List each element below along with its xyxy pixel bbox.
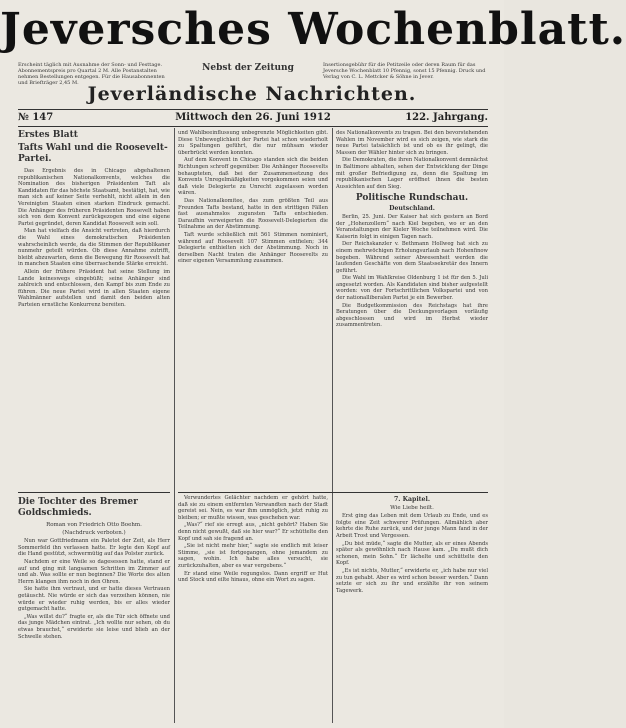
column-2-top <box>178 130 328 490</box>
paragraph: und Wahlbeeinflussung unbegrenzte Möglichkeiten gibt. Diese Unbeweglichkeit der Partei hat schon wiederholt zu Spaltungen geführt, die nur mühsam wieder überbrückt werden konnten. <box>178 130 328 156</box>
paragraph: Verwundertes Gelächter nachdem er gehört hatte, daß sie zu einem entfernten Verwandten nach der Stadt gereist sei. Nein, es war ihm unmöglich, jetzt ruhig zu bleiben; er mußte wissen, was geschehen war. <box>178 495 328 521</box>
masthead-center-label: Nebst der Zeitung <box>202 63 294 73</box>
paragraph: Erst ging das Leben mit dem Urlaub zu Ende, und es folgte eine Zeit schwerer Prüfungen. Allmählich aber kehrte die Ruhe zurück, und der junge Mann fand in der Arbeit Trost und Vergessen. <box>336 513 488 539</box>
issue-date: Mittwoch den 26. Juni 1912 <box>175 112 331 123</box>
dateline <box>18 111 488 125</box>
paragraph: Er stand eine Weile regungslos. Dann ergriff er Hut und Stock und eilte hinaus, ohne ein Wort zu sagen. <box>178 570 328 584</box>
paragraph: Allein der frühere Präsident hat seine Stellung im Lande keineswegs eingebüßt; seine Anhänger sind zahlreich und entschlossen, den Kampf bis zum Ende zu führen. Die neue Partei wird in allen Staaten eigene Wahlmänner aufstellen und damit den beiden alten Parteien ernstliche Konkurrenz bereiten. <box>18 268 170 308</box>
issue-number: № 147 <box>18 112 54 123</box>
advertising-info: Insertionsgebühr für die Petitzeile oder deren Raum für das Jeversche Wochenblatt 10 Pfennig, sonst 15 Pfennig. Druck und Verlag von C. L. Mettcker & Söhne in Jever. <box>323 62 486 80</box>
masthead-info-bar <box>18 60 488 86</box>
paragraph: Die Budgetkommission des Reichstags hat ihre Beratungen über die Deckungsvorlagen vorläufig abgeschlossen und wird im Herbst wieder zusammentreten. <box>336 302 488 329</box>
paragraph: Berlin, 25. Juni. Der Kaiser hat sich gestern an Bord der „Hohenzollern“ nach Kiel begeben, wo er an den Veranstaltungen der Kieler Woche teilnehmen wird. Die Kaiserin folgt in einigen Tagen nach. <box>336 213 488 240</box>
paragraph: Sie hatte ihm vertraut, und er hatte dieses Vertrauen getäuscht. Nie würde er sich das verzeihen können, nie würde er wieder ruhig werden, bis er alles wieder gutgemacht hatte. <box>18 586 170 613</box>
column-1-bottom <box>18 495 170 723</box>
column-2-bottom <box>178 495 328 723</box>
subscription-info: Erscheint täglich mit Ausnahme der Sonn- und Festtage. Abonnementspreis pro Quartal 2 M. Alle Postanstalten nehmen Bestellungen entgegen. Für die Hausabonnenten und Briefträger 2,45 M. <box>18 62 165 86</box>
masthead <box>0 0 626 60</box>
column-divider <box>174 128 175 723</box>
paragraph: Man hat vielfach die Ansicht vertreten, daß hierdurch die Wahl eines demokratischen Präsidenten wahrscheinlich werde, da die Stimmen der Republikaner nunmehr geteilt würden. Ob diese Annahme zutrifft, bleibt abzuwarten, denn die Bewegung für Roosevelt hat in manchen Staaten eine überraschende Stärke erreicht. <box>18 228 170 268</box>
feuilleton-rule <box>18 492 170 493</box>
paragraph: Der Reichskanzler v. Bethmann Hollweg hat sich zu einem mehrwöchigen Erholungsurlaub nach Hohenfinow begeben. Während seiner Abwesenheit werden die laufenden Geschäfte von dem Staatssekretär des Innern geführt. <box>336 241 488 274</box>
paragraph: „Sie ist nicht mehr hier,“ sagte sie endlich mit leiser Stimme, „sie ist fortgegangen, ohne jemandem zu sagen, wohin. Ich habe alles versucht, sie zurückzuhalten, aber es war vergebens.“ <box>178 543 328 569</box>
newspaper-subtitle: Jeverländische Nachrichten. <box>87 83 417 105</box>
article-heading: Tafts Wahl und die Roosevelt-Partei. <box>18 143 168 164</box>
serial-byline: Roman von Friedrich Otto Boehm. <box>46 522 142 528</box>
paragraph: Die Wahl im Wahlkreise Oldenburg 1 ist für den 5. Juli angesetzt worden. Als Kandidaten sind bisher aufgestellt worden: von der Fortschrittlichen Volkspartei und von der nationalliberalen Partei je ein Bewerber. <box>336 275 488 302</box>
paragraph: Die Demokraten, die ihren Nationalkonvent demnächst in Baltimore abhalten, sehen der Entwicklung der Dinge mit großer Befriedigung zu, denn die Spaltung im republikanischen Lager eröffnet ihnen die besten Aussichten auf den Sieg. <box>336 157 488 190</box>
paragraph: des Nationalkonvents zu tragen. Bei den bevorstehenden Wahlen im November wird es sich zeigen, wie stark die neue Partei tatsächlich ist und ob es ihr gelingt, die Massen der Wähler hinter sich zu bringen. <box>336 130 488 156</box>
paragraph: Das Ergebnis des in Chicago abgehaltenen republikanischen Nationalkonvents, welches die Nomination des bisherigen Präsidenten Taft als Kandidaten für das höchste Staatsamt, bestätigt, hat, wie man sich auf keiner Seite verhehlt, nicht allein in den Vereinigten Staaten einen starken Eindruck gemacht. Die Anhänger des früheren Präsidenten Roosevelt haben sich von dem Konvent zurückgezogen und eine eigene Partei gegründet, deren Kandidat Roosevelt sein soll. <box>18 168 170 227</box>
dateline-rule <box>18 126 488 127</box>
newspaper-title: Jeversches Wochenblatt. <box>0 4 626 55</box>
subsection-heading: Deutschland. <box>389 205 435 213</box>
paragraph: Auf dem Konvent in Chicago standen sich die beiden Richtungen schroff gegenüber. Die Anhänger Roosevelts behaupteten, daß bei der Zusammensetzung des Konvents Unregelmäßigkeiten vorgekommen seien und daß viele Delegierte zu Unrecht zugelassen worden wären. <box>178 157 328 197</box>
feuilleton-rule <box>178 492 488 493</box>
reprint-note: (Nachdruck verboten.) <box>62 529 126 536</box>
paragraph: Taft wurde schließlich mit 561 Stimmen nominiert, während auf Roosevelt 107 Stimmen entfielen; 344 Delegierte enthielten sich der Abstimmung. Noch in derselben Nacht traten die Anhänger Roosevelts zu einer eigenen Versammlung zusammen. <box>178 231 328 265</box>
volume-year: 122. Jahrgang. <box>405 112 488 123</box>
paragraph: „Was?“ rief sie erregt aus, „nicht gehört? Haben Sie denn nicht gewußt, daß sie hier war?“ Er schüttelte den Kopf und sah sie fragend an. <box>178 522 328 542</box>
column-3-top <box>336 130 488 490</box>
paragraph: Nachdem er eine Weile so dagesessen hatte, stand er auf und ging mit langsamen Schritten im Zimmer auf und ab. Was sollte er nun beginnen? Die Worte des alten Herrn klangen ihm noch in den Ohren. <box>18 558 170 585</box>
section-heading: Politische Rundschau. <box>355 193 469 204</box>
paragraph: „Du bist müde,“ sagte die Mutter, als er eines Abends später als gewöhnlich nach Hause kam. „Du mußt dich schonen, mein Sohn.“ Er lächelte und schüttelte den Kopf. <box>336 540 488 567</box>
column-3-bottom <box>336 495 488 723</box>
section-label: Erstes Blatt <box>18 130 78 140</box>
top-rule <box>18 109 488 110</box>
serial-heading: Die Tochter des Bremer Goldschmieds. <box>18 497 138 518</box>
column-divider <box>332 128 333 723</box>
paragraph: Das Nationalkomitee, das zum größten Teil aus Freunden Tafts bestand, hatte in den strittigen Fällen fast ausnahmslos zugunsten Tafts entschieden. Daraufhin verweigerten die Roosevelt-Delegierten die Teilnahme an der Abstimmung. <box>178 197 328 231</box>
paragraph: „Es ist nichts, Mutter,“ erwiderte er, „ich habe nur viel zu tun gehabt. Aber es wird schon besser werden.“ Dann setzte er sich zu ihr und erzählte ihr von seinem Tagewerk. <box>336 567 488 594</box>
paragraph: Nun war Gottfriedmann ein Paletot der Zeit, als Herr Sommerfeld ihn verlassen hatte. Er legte den Kopf auf die Hand gestützt, schwermütig auf das Polster zurück. <box>18 538 170 558</box>
chapter-heading: 7. Kapitel. <box>394 496 430 503</box>
column-1-top <box>18 130 170 490</box>
chapter-subtitle: Wie Liebe heilt. <box>390 504 434 511</box>
paragraph: „Was willst du?“ fragte er, als die Tür sich öffnete und das junge Mädchen eintrat. „Ich wollte nur sehen, ob du etwas brauchst,“ erwiderte sie leise und blieb an der Schwelle stehen. <box>18 613 170 640</box>
